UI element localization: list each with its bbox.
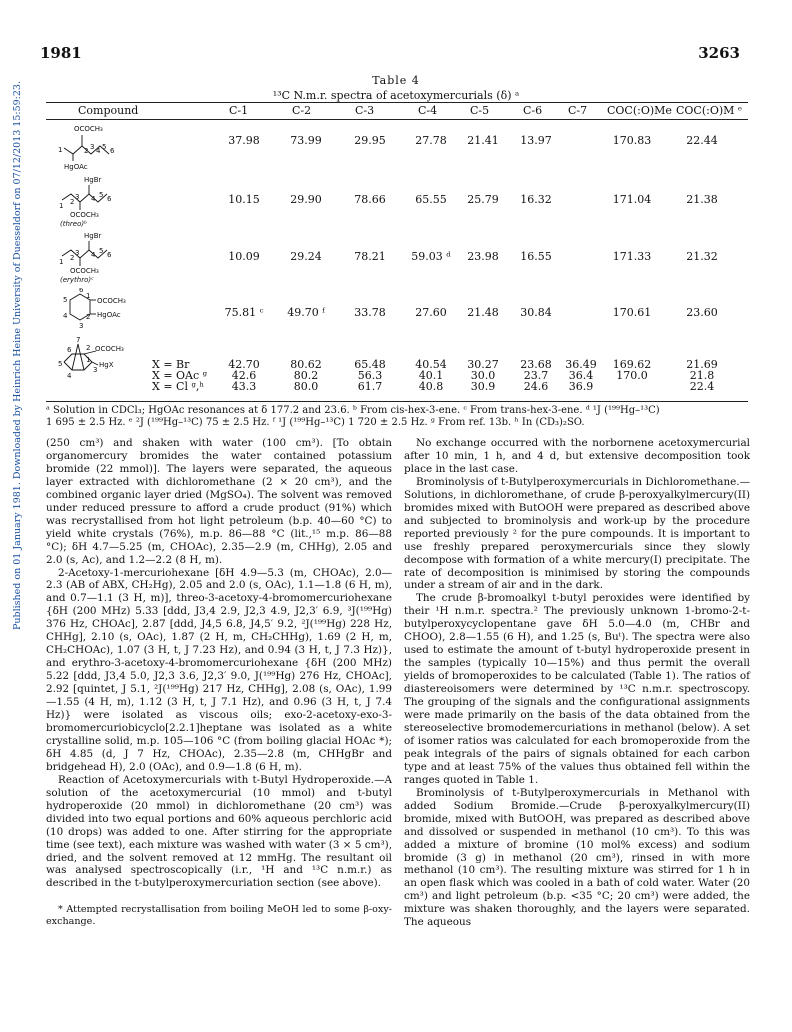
body-paragraph: Brominolysis of t-Butylperoxymercurials in Dichloromethane.—Solutions, in dichloromethane, of crude β-peroxyalkylmercury(II) bromides mixed with ButOOH were prepared as described above and subjected to brominolysis and work-up by the procedure reported previously ² for the pure compounds. It is important to use freshly prepared peroxymercurials since they slowly decompose with formation of a white mercury(I) precipitate. The rate of decomposition is minimised by storing the compounds under a stream of air and in the dark. <box>404 475 750 592</box>
table-top-rule <box>46 102 748 103</box>
table-subtitle: ¹³C N.m.r. spectra of acetoxymercurials (δ) ᵃ <box>272 89 520 102</box>
journal-year: 1981 <box>40 44 82 62</box>
structure-substituent-label: OCOCH₃ <box>70 267 99 275</box>
structure-substituent-label: HgOAc <box>97 311 121 319</box>
structure-substituent-label: HgOAc <box>64 163 88 171</box>
structure-stereo-tag: (threo)ᵇ <box>60 220 88 228</box>
structure-atom-number: 4 <box>67 372 72 380</box>
structure-atom-number: 1 <box>58 146 63 154</box>
table-cell: 29.90 <box>290 193 322 206</box>
table-cell: 13.97 <box>520 134 552 147</box>
table-footnote-line: ᵃ Solution in CDCl₃; HgOAc resonances at δ 177.2 and 23.6. ᵇ From cis-hex-3-ene. ᶜ From trans-hex-3-ene. ᵈ ¹J (¹⁹⁹Hg–¹³C) <box>46 405 660 416</box>
structure-atom-number: 2 <box>86 313 91 321</box>
table-cell: 65.48 56.3 61.7 <box>354 358 386 393</box>
structure-atom-number: 1 <box>59 258 64 266</box>
structure-atom-number: 2 <box>70 198 75 206</box>
table-bottom-rule <box>46 401 748 402</box>
structure-atom-number: 2 <box>70 254 75 262</box>
table-title: Table 4 <box>372 74 420 87</box>
structure-acetoxymercuriocyclohexane <box>50 288 150 338</box>
table-cell: 169.62 170.0 <box>612 358 652 382</box>
table-cell: 23.60 <box>686 306 718 319</box>
download-watermark: Published on 01 January 1981. Downloaded by Heinrich Heine University of Duesseldorf on 07/12/2013 15:59:23. <box>12 81 23 630</box>
structure-atom-number: 6 <box>79 288 84 294</box>
structure-stereo-tag: (erythro)ᶜ <box>60 276 94 284</box>
table-cell: 78.66 <box>354 193 386 206</box>
structure-substituent-label: HgBr <box>84 176 102 184</box>
structure-atom-number: 6 <box>67 346 72 354</box>
table-cell: 22.44 <box>686 134 718 147</box>
page-footnote: * Attempted recrystallisation from boiling MeOH led to some β-oxy-exchange. <box>46 904 392 928</box>
structure-atom-number: 1 <box>86 356 91 364</box>
substituent-x-labels <box>152 359 207 392</box>
table-cell: 10.15 <box>228 193 260 206</box>
structure-substituent-label: HgBr <box>84 232 102 240</box>
table-footnotes <box>46 405 748 429</box>
col-header-compound: Compound <box>78 104 139 117</box>
table-cell: 73.99 <box>290 134 322 147</box>
structure-atom-number: 3 <box>75 193 80 201</box>
table-cell: 59.03 ᵈ <box>411 250 451 263</box>
table-cell: 37.98 <box>228 134 260 147</box>
table-cell: 21.41 <box>467 134 499 147</box>
structure-atom-number: 6 <box>110 147 115 155</box>
table-cell: 29.24 <box>290 250 322 263</box>
col-header-c3: C-3 <box>355 104 375 117</box>
structure-atom-number: 3 <box>79 322 84 330</box>
table-cell: 33.78 <box>354 306 386 319</box>
structure-acetoxymercurionorbornane <box>50 334 150 386</box>
structure-atom-number: 4 <box>63 312 68 320</box>
table-cell: 10.09 <box>228 250 260 263</box>
structure-atom-number: 3 <box>75 249 80 257</box>
body-paragraph: Reaction of Acetoxymercurials with t-Butyl Hydroperoxide.—A solution of the acetoxymercurial (10 mmol) and t-butyl hydroperoxide (20 mmol) in dichloromethane (20 cm³) was divided into two equal portions and 60% aqueous perchloric acid (10 drops) was added to one. After stirring for the appropriate time (see text), each mixture was washed with water (3 × 5 cm³), dried, and the solvent removed at 12 mmHg. The resultant oil was analysed spectroscopically (i.r., ¹H and ¹³C n.m.r.) as described in the t-butylperoxymercuriation section (see above). <box>46 773 392 890</box>
table-cell: 75.81 ᶜ <box>224 306 264 319</box>
x-label-oac: X = OAc ᵍ <box>152 369 208 382</box>
structure-atom-number: 3 <box>93 366 98 374</box>
x-label-cl: X = Cl ᵍ,ʰ <box>152 380 205 393</box>
structure-atom-number: 4 <box>91 195 96 203</box>
table-cell: 16.55 <box>520 250 552 263</box>
body-paragraph: Brominolysis of t-Butylperoxymercurials in Methanol with added Sodium Bromide.—Crude β-peroxyalkylmercury(II) bromide, mixed with ButOOH, was prepared as described above and dissolved or suspended in methanol (10 cm³). To this was added a mixture of bromine (10 mol% excess) and sodium bromide (3 g) in methanol (20 cm³), rinsed in with more methanol (10 cm³). The resulting mixture was stirred for 1 h in an open flask which was cooled in a bath of cold water. Water (20 cm³) and light petroleum (b.p. <35 °C; 20 cm³) were added, the mixture was shaken thoroughly, and the layers were separated. The aqueous <box>404 786 750 929</box>
table-cell: 49.70 ᶠ <box>287 306 325 319</box>
table-cell: 171.33 <box>612 250 652 263</box>
table-cell: 21.38 <box>686 193 718 206</box>
body-column-left <box>46 437 392 928</box>
col-header-c4: C-4 <box>418 104 438 117</box>
structure-threo-acetoxybromomercuriohexane <box>50 174 150 230</box>
col-header-c1: C-1 <box>229 104 249 117</box>
table-cell: 170.83 <box>612 134 652 147</box>
table-cell: 21.69 21.8 22.4 <box>686 358 718 393</box>
structure-atom-number: 2 <box>86 344 91 352</box>
table-cell: 171.04 <box>612 193 652 206</box>
col-header-c5: C-5 <box>470 104 490 117</box>
structure-atom-number: 6 <box>107 195 112 203</box>
structure-substituent-label: OCOCH₃ <box>95 345 124 353</box>
col-header-c2: C-2 <box>292 104 312 117</box>
table-cell: 42.70 42.6 43.3 <box>228 358 260 393</box>
structure-atom-number: 5 <box>58 360 63 368</box>
body-paragraph: The crude β-bromoalkyl t-butyl peroxides were identified by their ¹H n.m.r. spectra.² The previously unknown 1-bromo-2-t-butylperoxycyclopentane gave δH 5.0—4.0 (m, CHBr and CHOO), 2.8—1.55 (6 H), and 1.25 (s, Buᵗ). The spectra were also used to estimate the amount of t-butyl hydroperoxide present in the samples (typically 10—15%) and thus permit the overall yields of bromoperoxides to be calculated (Table 1). The ratios of diastereoisomers were determined by ¹³C n.m.r. spectroscopy. The grouping of the signals and the configurational assignments were made primarily on the basis of the data obtained from the stereoselective bromodemercuriations in methanol (below). A set of isomer ratios was calculated for each bromoperoxide from the peak integrals of the pairs of signals obtained for each carbon type and at least 75% of the values thus obtained fell within the ranges quoted in Table 1. <box>404 592 750 786</box>
structure-erythro-acetoxybromomercuriohexane <box>50 230 150 286</box>
structure-substituent-label: HgX <box>99 361 114 369</box>
table-cell: 30.84 <box>520 306 552 319</box>
structure-atom-number: 2 <box>84 147 89 155</box>
table-cell: 23.98 <box>467 250 499 263</box>
structure-substituent-label: OCOCH₃ <box>70 211 99 219</box>
structure-atom-number: 5 <box>99 247 104 255</box>
structure-atom-number: 6 <box>107 251 112 259</box>
structure-atom-number: 7 <box>76 336 81 344</box>
structure-atom-number: 1 <box>59 202 64 210</box>
table-cell: 30.27 30.0 30.9 <box>467 358 499 393</box>
table-header-rule <box>46 119 748 120</box>
body-column-right <box>404 437 750 929</box>
table-cell: 27.78 <box>415 134 447 147</box>
col-header-ester-methyl: COC(:O)M ᵉ <box>676 104 743 117</box>
table-cell: 23.68 23.7 24.6 <box>520 358 552 393</box>
table-cell: 36.49 36.4 36.9 <box>565 358 597 393</box>
structure-atom-number: 4 <box>96 147 101 155</box>
table-cell: 29.95 <box>354 134 386 147</box>
table-cell: 170.61 <box>612 306 652 319</box>
table-cell: 78.21 <box>354 250 386 263</box>
table-cell: 21.32 <box>686 250 718 263</box>
x-label-br: X = Br <box>152 358 190 371</box>
structure-substituent-label: OCOCH₃ <box>97 297 126 305</box>
structure-atom-number: 3 <box>90 143 95 151</box>
table-cell: 65.55 <box>415 193 447 206</box>
col-header-c6: C-6 <box>523 104 543 117</box>
structure-atom-number: 5 <box>63 296 68 304</box>
structure-substituent-label: OCOCH₃ <box>74 125 103 133</box>
table-footnote-line: 1 695 ± 2.5 Hz. ᵉ ²J (¹⁹⁹Hg–¹³C) 75 ± 2.5 Hz. ᶠ ¹J (¹⁹⁹Hg–¹³C) 1 720 ± 2.5 Hz. ᵍ From ref. 13b. ʰ In (CD₃)₂SO. <box>46 417 585 428</box>
structure-2-acetoxy-1-mercuriohexane <box>50 122 150 174</box>
structure-atom-number: 4 <box>91 251 96 259</box>
table-cell: 25.79 <box>467 193 499 206</box>
body-paragraph: (250 cm³) and shaken with water (100 cm³). [To obtain organomercury bromides the water contained potassium bromide (22 mmol)]. The layers were separated, the aqueous layer extracted with dichloromethane (2 × 20 cm³), and the combined organic layer dried (MgSO₄). The solvent was removed under reduced pressure to afford a crude product (91%) which was recrystallised from hot light petroleum (b.p. 40—60 °C) to yield white crystals (76%), m.p. 86—88 °C (lit.,¹⁵ m.p. 86—88 °C); δH 4.7—5.25 (m, CHOAc), 2.35—2.9 (m, CHHg), 2.05 and 2.0 (s, Ac), and 1.2—2.2 (8 H, m). <box>46 437 392 566</box>
col-header-c7: C-7 <box>568 104 588 117</box>
table-cell: 27.60 <box>415 306 447 319</box>
structure-atom-number: 5 <box>102 143 107 151</box>
page-number: 3263 <box>698 44 740 62</box>
table-cell: 80.62 80.2 80.0 <box>290 358 322 393</box>
body-paragraph: 2-Acetoxy-1-mercuriohexane [δH 4.9—5.3 (m, CHOAc), 2.0—2.3 (AB of ABX, CH₂Hg), 2.05 and 2.0 (s, OAc), 1.1—1.8 (6 H, m), and 0.7—1.1 (3 H, m)], threo-3-acetoxy-4-bromomercuriohexane {δH (200 MHz) 5.33 [ddd, J3,4 2.9, J2,3 4.9, J2,3′ 6.9, ³J(¹⁹⁹Hg) 376 Hz, CHOAc], 2.87 [ddd, J4,5 6.8, J4,5′ 9.2, ²J(¹⁹⁹Hg) 228 Hz, CHHg], 2.10 (s, OAc), 1.87 (2 H, m, CH₂CHHg), 1.69 (2 H, m, CH₂CHOAc), 1.07 (3 H, t, J 7.23 Hz), and 0.94 (3 H, t, J 7.3 Hz)}, and erythro-3-acetoxy-4-bromomercuriohexane {δH (200 MHz) 5.22 [ddd, J3,4 5.0, J2,3 3.6, J2,3′ 9.0, J(¹⁹⁹Hg) 276 Hz, CHOAc], 2.92 [quintet, J 5.1, ²J(¹⁹⁹Hg) 217 Hz, CHHg], 2.08 (s, OAc), 1.99—1.55 (4 H, m), 1.12 (3 H, t, J 7.1 Hz), and 0.96 (3 H, t, J 7.4 Hz)} were isolated as viscous oils; exo-2-acetoxy-exo-3-bromomercuriobicyclo[2.2.1]heptane was isolated as a white crystalline solid, m.p. 105—106 °C (from boiling glacial HOAc *); δH 4.85 (d, J 7 Hz, CHOAc), 2.35—2.8 (m, CHHgBr and bridgehead H), 2.0 (OAc), and 0.9—1.8 (6 H, m). <box>46 566 392 773</box>
table-cell: 16.32 <box>520 193 552 206</box>
structure-atom-number: 5 <box>99 191 104 199</box>
structure-atom-number: 1 <box>86 292 91 300</box>
table-cell: 40.54 40.1 40.8 <box>415 358 447 393</box>
table-cell: 21.48 <box>467 306 499 319</box>
col-header-ester-carbonyl: COC(:O)Me <box>607 104 672 117</box>
body-paragraph: No exchange occurred with the norbornene acetoxymercurial after 10 min, 1 h, and 4 d, but extensive decomposition took place in the last case. <box>404 437 750 475</box>
